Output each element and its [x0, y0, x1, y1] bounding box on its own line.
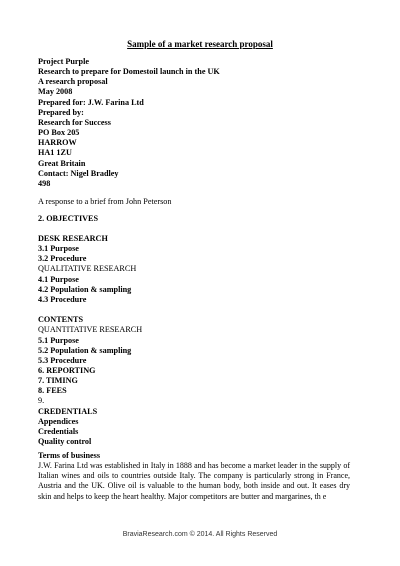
credentials-item: Appendices [38, 416, 79, 426]
sections-list [38, 234, 142, 447]
credentials-heading: CREDENTIALS [38, 406, 98, 416]
contents-heading: CONTENTS [38, 315, 84, 325]
header-block [38, 57, 220, 189]
terms-paragraph: J.W. Farina Ltd was established in Italy in 1888 and has become a market leader in the supply of Italian wines and oils to countries outside Italy. The company is particularly strong in France, Austria and the UK. Olive oil is valuable to the human body, both inside and out. It eases dry skin and helps to keep the heart healthy. Major competitors are butter and margarines, th e [38, 461, 350, 501]
qualitative-research-item: 4.1 Purpose [38, 274, 79, 284]
credentials-item: Quality control [38, 437, 92, 447]
header-line: Research to prepare for Domestoil launch in the UK [38, 67, 220, 77]
desk-research-heading: DESK RESEARCH [38, 234, 108, 243]
header-line: Project Purple [38, 57, 89, 66]
header-line: Prepared for: J.W. Farina Ltd [38, 97, 144, 107]
qualitative-research-item: 4.3 Procedure [38, 294, 87, 304]
desk-research-item: 3.2 Procedure [38, 254, 87, 264]
header-line: Research for Success [38, 117, 111, 127]
header-line: Prepared by: [38, 107, 84, 117]
quantitative-research-item: 5.2 Population & sampling [38, 345, 132, 355]
qualitative-research-heading: QUALITATIVE RESEARCH [38, 264, 137, 274]
response-line: A response to a brief from John Peterson [38, 197, 172, 206]
header-line: HARROW [38, 138, 77, 148]
document-title: Sample of a market research proposal [127, 39, 273, 49]
credentials-item: Credentials [38, 426, 79, 436]
reporting-heading: 6. REPORTING [38, 366, 96, 376]
qualitative-research-item: 4.2 Population & sampling [38, 284, 132, 294]
page-footer: BraviaResearch.com © 2014. All Rights Reserved [122, 531, 278, 538]
terms-heading: Terms of business [38, 451, 101, 460]
fees-heading: 8. FEES [38, 386, 67, 396]
header-line: A research proposal [38, 77, 108, 87]
header-line: PO Box 205 [38, 128, 80, 138]
header-line: Contact: Nigel Bradley [38, 168, 119, 178]
quantitative-research-item: 5.3 Procedure [38, 355, 87, 365]
header-line: May 2008 [38, 87, 73, 97]
spacer [38, 305, 142, 315]
quantitative-research-heading: QUANTITATIVE RESEARCH [38, 325, 143, 335]
header-line: 498 [38, 178, 51, 188]
header-line: HA1 1ZU [38, 148, 72, 158]
header-line: Great Britain [38, 158, 86, 168]
timing-heading: 7. TIMING [38, 376, 78, 386]
desk-research-item: 3.1 Purpose [38, 244, 79, 254]
quantitative-research-item: 5.1 Purpose [38, 335, 79, 345]
objectives-heading: 2. OBJECTIVES [38, 214, 99, 223]
section-nine: 9. [38, 396, 45, 406]
